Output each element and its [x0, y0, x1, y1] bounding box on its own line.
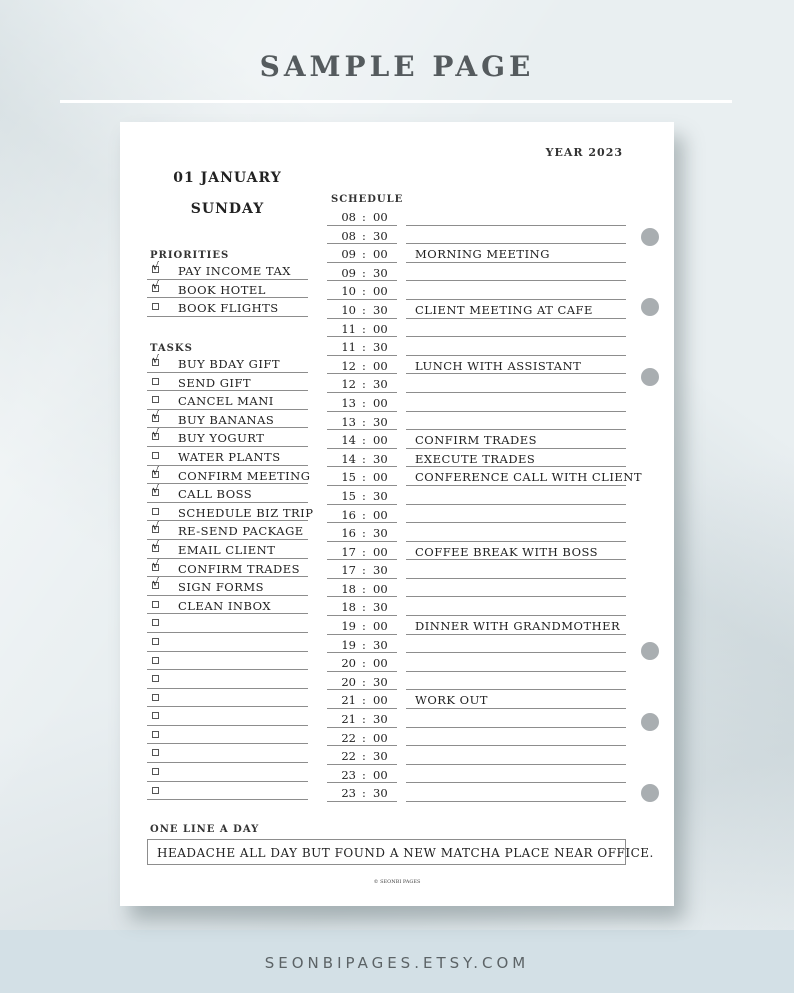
checkmark-icon: √ [152, 260, 160, 273]
time-colon: : [362, 563, 366, 578]
checklist-row[interactable] [147, 633, 308, 652]
checklist-text: CONFIRM TRADES [178, 561, 301, 576]
time-colon: : [362, 507, 366, 522]
time-minute: 30 [373, 637, 388, 652]
time-minute: 00 [373, 693, 388, 708]
time-slot [327, 765, 397, 784]
time-hour: 16 [341, 507, 356, 522]
checkmark-icon: √ [152, 278, 160, 292]
checkbox[interactable] [152, 768, 159, 775]
time-minute: 00 [373, 507, 388, 522]
time-slot [327, 597, 397, 616]
time-slot [327, 281, 397, 300]
time-minute: 30 [373, 340, 388, 355]
event-text: DINNER WITH GRANDMOTHER [415, 619, 621, 634]
time-hour: 09 [341, 265, 356, 280]
event-slot[interactable] [406, 300, 626, 319]
time-slot [327, 319, 397, 338]
time-colon: : [362, 619, 366, 634]
event-slot[interactable] [406, 672, 626, 691]
time-slot [327, 690, 397, 709]
checkbox[interactable] [152, 260, 160, 273]
event-slot[interactable] [406, 505, 626, 524]
checkbox[interactable] [152, 483, 160, 497]
event-slot[interactable] [406, 393, 626, 412]
time-slot [327, 337, 397, 356]
checkbox[interactable] [152, 353, 160, 366]
time-hour: 08 [341, 228, 356, 243]
checkmark-icon: √ [152, 464, 160, 478]
event-slot[interactable] [406, 728, 626, 747]
event-slot[interactable] [406, 467, 642, 486]
time-hour: 18 [341, 600, 356, 615]
one-line-entry[interactable]: HEADACHE ALL DAY BUT FOUND A NEW MATCHA PLACE NEAR OFFICE. [147, 839, 626, 865]
checklist-row[interactable] [147, 298, 308, 317]
time-hour: 21 [341, 712, 356, 727]
year-label: YEAR 2023 [545, 146, 623, 159]
time-colon: : [362, 395, 366, 410]
time-slot [327, 244, 397, 263]
time-slot [327, 523, 397, 542]
time-hour: 15 [341, 470, 356, 485]
time-slot [327, 783, 397, 802]
binder-hole [641, 784, 659, 802]
time-colon: : [362, 600, 366, 615]
event-text: EXECUTE TRADES [415, 451, 536, 466]
time-slot [327, 300, 397, 319]
event-text: WORK OUT [415, 693, 488, 708]
checkbox[interactable] [152, 303, 159, 310]
time-minute: 30 [373, 414, 388, 429]
page-title: SAMPLE PAGE [259, 50, 535, 83]
copyright-note: © SEONBI PAGES [373, 879, 421, 885]
checklist-row[interactable] [147, 521, 308, 540]
checkbox[interactable] [152, 396, 159, 403]
time-colon: : [362, 767, 366, 782]
event-slot[interactable] [406, 356, 626, 375]
checklist-text: BOOK HOTEL [178, 282, 266, 297]
checklist-text: CALL BOSS [178, 487, 253, 502]
time-minute: 00 [373, 395, 388, 410]
time-hour: 15 [341, 488, 356, 503]
event-slot[interactable] [406, 449, 626, 468]
one-line-label: ONE LINE A DAY [150, 824, 260, 835]
checklist-text: BUY BDAY GIFT [178, 357, 281, 371]
binder-hole [641, 713, 659, 731]
checkbox[interactable] [152, 378, 159, 385]
time-column [327, 207, 397, 802]
time-hour: 20 [341, 656, 356, 671]
time-colon: : [362, 433, 366, 448]
checkbox[interactable] [152, 601, 159, 608]
time-hour: 18 [341, 581, 356, 596]
event-text: LUNCH WITH ASSISTANT [415, 358, 582, 373]
time-minute: 30 [373, 712, 388, 727]
time-hour: 22 [341, 730, 356, 745]
time-slot [327, 467, 397, 486]
time-colon: : [362, 210, 366, 224]
checklist-row[interactable] [147, 373, 308, 392]
time-hour: 11 [341, 321, 356, 336]
time-colon: : [362, 693, 366, 708]
event-text: CLIENT MEETING AT CAFE [415, 302, 593, 317]
time-slot [327, 356, 397, 375]
event-slot[interactable] [406, 635, 626, 654]
event-slot[interactable] [406, 579, 626, 598]
checkbox[interactable] [152, 576, 160, 590]
time-colon: : [362, 730, 366, 745]
checkmark-icon: √ [152, 520, 160, 534]
checklist-row[interactable] [147, 782, 308, 801]
checkbox[interactable] [152, 464, 160, 478]
time-minute: 00 [373, 210, 388, 224]
time-hour: 17 [341, 563, 356, 578]
checkbox[interactable] [152, 657, 159, 664]
time-colon: : [362, 526, 366, 541]
time-hour: 08 [341, 210, 356, 224]
time-hour: 09 [341, 247, 356, 262]
time-minute: 00 [373, 581, 388, 596]
time-slot [327, 653, 397, 672]
priorities-label: PRIORITIES [150, 250, 230, 261]
time-slot [327, 635, 397, 654]
time-minute: 30 [373, 786, 388, 801]
checklist-text: SEND GIFT [178, 375, 252, 390]
tasks-label: TASKS [150, 343, 193, 354]
event-slot[interactable] [406, 281, 626, 300]
checklist-text: CONFIRM MEETING [178, 468, 311, 483]
time-minute: 00 [373, 247, 388, 262]
time-colon: : [362, 358, 366, 373]
tasks-list [147, 353, 314, 800]
time-slot [327, 449, 397, 468]
checklist-text: PAY INCOME TAX [178, 264, 291, 278]
binder-hole [641, 368, 659, 386]
time-colon: : [362, 228, 366, 243]
time-slot [327, 374, 397, 393]
time-minute: 30 [373, 377, 388, 392]
checkmark-icon: √ [152, 427, 160, 441]
time-minute: 00 [373, 470, 388, 485]
planner-sheet [120, 122, 674, 906]
time-hour: 13 [341, 414, 356, 429]
event-slot[interactable] [406, 486, 626, 505]
event-text: CONFERENCE CALL WITH CLIENT [415, 470, 642, 485]
checklist-row[interactable] [147, 689, 308, 708]
time-hour: 20 [341, 674, 356, 689]
time-hour: 19 [341, 637, 356, 652]
time-minute: 30 [373, 749, 388, 764]
time-slot [327, 263, 397, 282]
time-minute: 00 [373, 544, 388, 559]
time-hour: 10 [341, 284, 356, 299]
event-slot[interactable] [406, 542, 626, 561]
event-slot[interactable] [406, 690, 626, 709]
checklist-row[interactable] [147, 391, 308, 410]
event-slot[interactable] [406, 783, 626, 802]
event-slot[interactable] [406, 374, 626, 393]
checklist-row[interactable] [147, 464, 311, 485]
event-slot[interactable] [406, 597, 626, 616]
time-slot [327, 579, 397, 598]
binder-hole [641, 298, 659, 316]
time-minute: 00 [373, 767, 388, 782]
time-colon: : [362, 712, 366, 727]
checklist-row[interactable] [147, 652, 308, 671]
checklist-text: SIGN FORMS [178, 580, 265, 595]
event-slot[interactable] [406, 560, 626, 579]
time-slot [327, 560, 397, 579]
checklist-row[interactable] [147, 447, 308, 466]
time-minute: 00 [373, 321, 388, 336]
checklist-text: RE-SEND PACKAGE [178, 524, 304, 539]
time-slot [327, 207, 397, 226]
time-colon: : [362, 247, 366, 262]
time-slot [327, 430, 397, 449]
time-colon: : [362, 451, 366, 466]
time-slot [327, 672, 397, 691]
event-text: COFFEE BREAK WITH BOSS [415, 544, 599, 559]
checklist-row[interactable] [147, 540, 308, 559]
checklist-text: CLEAN INBOX [178, 598, 272, 613]
time-minute: 30 [373, 600, 388, 615]
event-slot[interactable] [406, 653, 626, 672]
time-hour: 23 [341, 786, 356, 801]
checkbox[interactable] [152, 508, 159, 515]
checkbox[interactable] [152, 427, 160, 441]
checklist-row[interactable] [147, 763, 308, 782]
weekday-heading: SUNDAY [190, 201, 265, 217]
checklist-text: BUY YOGURT [178, 431, 265, 446]
time-slot [327, 412, 397, 431]
checkbox[interactable] [152, 787, 159, 794]
time-colon: : [362, 377, 366, 392]
time-minute: 30 [373, 674, 388, 689]
priorities-list [147, 261, 308, 317]
date-heading: 01 JANUARY [173, 170, 282, 186]
checklist-row[interactable] [147, 428, 308, 447]
event-column [406, 207, 642, 802]
time-minute: 30 [373, 526, 388, 541]
checklist-row[interactable] [147, 354, 308, 373]
event-slot[interactable] [406, 226, 626, 245]
checkmark-icon: √ [152, 557, 160, 571]
time-hour: 13 [341, 395, 356, 410]
time-hour: 11 [341, 340, 356, 355]
time-hour: 19 [341, 619, 356, 634]
time-colon: : [362, 656, 366, 671]
checklist-row[interactable] [147, 707, 308, 726]
time-hour: 12 [341, 377, 356, 392]
time-minute: 00 [373, 433, 388, 448]
event-slot[interactable] [406, 616, 626, 635]
time-hour: 17 [341, 544, 356, 559]
time-colon: : [362, 544, 366, 559]
checklist-row[interactable] [147, 261, 308, 280]
time-colon: : [362, 265, 366, 280]
checklist-text: BUY BANANAS [178, 412, 275, 427]
checkbox[interactable] [152, 731, 159, 738]
time-hour: 14 [341, 433, 356, 448]
time-colon: : [362, 470, 366, 485]
time-minute: 00 [373, 358, 388, 373]
time-colon: : [362, 786, 366, 801]
event-text: MORNING MEETING [415, 247, 550, 262]
time-colon: : [362, 414, 366, 429]
checklist-text: CANCEL MANI [178, 394, 274, 409]
checklist-row[interactable] [147, 614, 308, 633]
time-colon: : [362, 340, 366, 355]
time-minute: 30 [373, 488, 388, 503]
checklist-row[interactable] [147, 484, 308, 503]
checklist-text: BOOK FLIGHTS [178, 301, 279, 316]
time-hour: 10 [341, 302, 356, 317]
time-minute: 30 [373, 563, 388, 578]
event-slot[interactable] [406, 746, 626, 765]
checkbox[interactable] [152, 557, 160, 571]
checkmark-icon: √ [152, 353, 160, 366]
checkmark-icon: √ [152, 408, 160, 422]
time-slot [327, 505, 397, 524]
checkmark-icon: √ [152, 576, 160, 590]
event-slot[interactable] [406, 765, 626, 784]
event-text: CONFIRM TRADES [415, 433, 538, 448]
checklist-row[interactable] [147, 280, 308, 299]
time-colon: : [362, 749, 366, 764]
event-slot[interactable] [406, 207, 626, 226]
checklist-row[interactable] [147, 577, 308, 596]
time-colon: : [362, 488, 366, 503]
time-minute: 00 [373, 730, 388, 745]
event-slot[interactable] [406, 337, 626, 356]
event-slot[interactable] [406, 263, 626, 282]
event-slot[interactable] [406, 430, 626, 449]
event-slot[interactable] [406, 523, 626, 542]
schedule-label: SCHEDULE [331, 194, 404, 205]
time-colon: : [362, 284, 366, 299]
time-minute: 00 [373, 284, 388, 299]
time-slot [327, 709, 397, 728]
checklist-text: SCHEDULE BIZ TRIP [178, 505, 314, 520]
time-colon: : [362, 674, 366, 689]
checklist-row[interactable] [147, 744, 308, 763]
time-minute: 00 [373, 656, 388, 671]
checklist-row[interactable] [147, 726, 308, 745]
time-colon: : [362, 321, 366, 336]
binder-hole [641, 642, 659, 660]
checklist-row[interactable] [147, 596, 308, 615]
event-slot[interactable] [406, 709, 626, 728]
checkbox[interactable] [152, 694, 159, 701]
checkbox[interactable] [152, 749, 159, 756]
checkbox[interactable] [152, 452, 159, 459]
title-divider [60, 100, 732, 103]
checklist-text: WATER PLANTS [178, 449, 281, 464]
checklist-row[interactable] [147, 410, 308, 429]
binder-hole [641, 228, 659, 246]
time-slot [327, 746, 397, 765]
checklist-row[interactable] [147, 670, 308, 689]
checkbox[interactable] [152, 675, 159, 682]
time-minute: 30 [373, 451, 388, 466]
time-hour: 23 [341, 767, 356, 782]
checkbox[interactable] [152, 538, 160, 552]
checkbox[interactable] [152, 712, 159, 719]
time-colon: : [362, 581, 366, 596]
checklist-row[interactable] [147, 559, 308, 578]
event-slot[interactable] [406, 412, 626, 431]
checkbox[interactable] [152, 638, 159, 645]
event-slot[interactable] [406, 319, 626, 338]
time-hour: 21 [341, 693, 356, 708]
shop-url: SEONBIPAGES.ETSY.COM [264, 954, 530, 972]
time-hour: 22 [341, 749, 356, 764]
checkbox[interactable] [152, 520, 160, 534]
checkbox[interactable] [152, 408, 160, 422]
time-minute: 30 [373, 302, 388, 317]
time-hour: 16 [341, 526, 356, 541]
time-slot [327, 393, 397, 412]
event-slot[interactable] [406, 244, 626, 263]
time-slot [327, 728, 397, 747]
time-slot [327, 226, 397, 245]
checkmark-icon: √ [152, 483, 160, 497]
time-colon: : [362, 637, 366, 652]
time-slot [327, 486, 397, 505]
checklist-row[interactable] [147, 503, 314, 522]
time-minute: 30 [373, 265, 388, 280]
checkbox[interactable] [152, 278, 160, 292]
time-slot [327, 542, 397, 561]
time-slot [327, 616, 397, 635]
checkmark-icon: √ [152, 538, 160, 552]
time-minute: 00 [373, 619, 388, 634]
time-minute: 30 [373, 228, 388, 243]
checklist-text: EMAIL CLIENT [178, 542, 276, 557]
time-colon: : [362, 302, 366, 317]
time-hour: 14 [341, 451, 356, 466]
checkbox[interactable] [152, 619, 159, 626]
time-hour: 12 [341, 358, 356, 373]
